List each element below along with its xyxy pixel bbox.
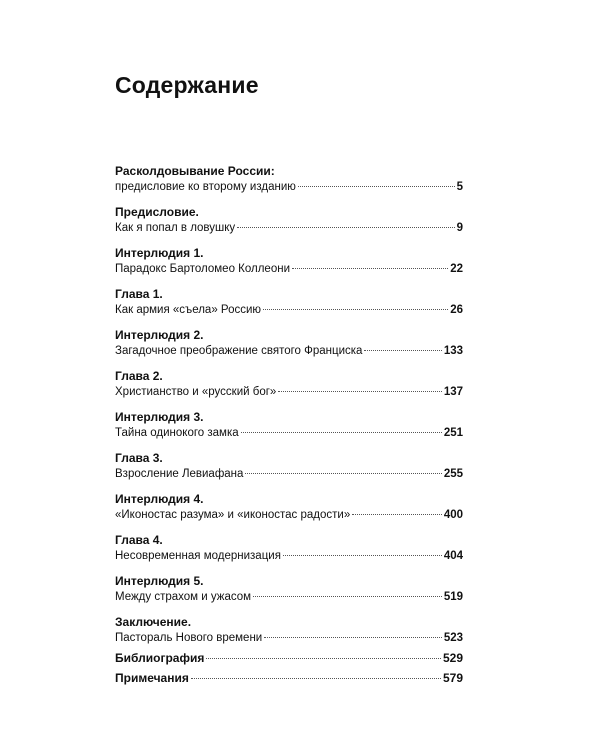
dot-leader (253, 596, 442, 597)
toc-entry[interactable] (115, 491, 463, 523)
toc-entry[interactable] (115, 245, 463, 277)
dot-leader (283, 555, 442, 556)
toc-entry-line (115, 670, 463, 686)
dot-leader (364, 350, 441, 351)
toc-page-number: 26 (450, 304, 463, 316)
toc-entry-line (115, 630, 463, 646)
toc-entry-heading: Интерлюдия 1. (115, 246, 204, 260)
toc-page-number: 133 (443, 345, 463, 357)
toc-page-number: 579 (442, 671, 463, 685)
toc-entry-line (115, 466, 463, 482)
toc-entry-title: Парадокс Бартоломео Коллеони (115, 263, 290, 275)
dot-leader (237, 227, 454, 228)
toc-entry-line (115, 589, 463, 605)
toc-entry[interactable] (115, 409, 463, 441)
toc-entry[interactable] (115, 450, 463, 482)
toc-entry-title: Тайна одинокого замка (115, 427, 239, 439)
toc-page-number: 22 (450, 263, 463, 275)
toc-entry[interactable] (115, 614, 463, 646)
toc-entry-notes[interactable] (115, 670, 463, 686)
toc-entry-heading: Расколдовывание России: (115, 164, 275, 178)
dot-leader (278, 391, 441, 392)
toc-entry-title: «Иконостас разума» и «иконостас радости» (115, 509, 351, 521)
toc-entry-heading: Предисловие. (115, 205, 199, 219)
toc-page-number: 9 (456, 222, 463, 234)
toc-entry-line (115, 343, 463, 359)
toc-entry-title: Загадочное преображение святого Франциска (115, 345, 363, 357)
toc-entry-heading: Глава 2. (115, 369, 163, 383)
toc-entry-line (115, 507, 463, 523)
toc-page-number: 529 (442, 651, 463, 665)
toc-entry-title: Как я попал в ловушку (115, 222, 236, 234)
toc-page-number: 251 (443, 427, 463, 439)
toc-entry[interactable] (115, 532, 463, 564)
toc-entry[interactable] (115, 163, 463, 195)
toc-page-number: 137 (443, 386, 463, 398)
toc-entry-title: Примечания (115, 671, 189, 685)
toc-entry-title: Пастораль Нового времени (115, 632, 263, 644)
table-of-contents (115, 163, 463, 690)
toc-page-number: 400 (443, 509, 463, 521)
toc-entry-title: предисловие ко второму изданию (115, 181, 296, 193)
toc-entry-heading: Интерлюдия 5. (115, 574, 204, 588)
toc-entry-line (115, 261, 463, 277)
toc-entry-heading: Глава 1. (115, 287, 163, 301)
toc-page-number: 5 (456, 181, 463, 193)
toc-entry-line (115, 650, 463, 666)
dot-leader (245, 473, 441, 474)
toc-entry-title: Несовременная модернизация (115, 550, 281, 562)
toc-entry-line (115, 179, 463, 195)
toc-entry-heading: Интерлюдия 4. (115, 492, 204, 506)
toc-entry-heading: Глава 4. (115, 533, 163, 547)
dot-leader (241, 432, 442, 433)
toc-entry-bibliography[interactable] (115, 650, 463, 666)
toc-page-number: 404 (443, 550, 463, 562)
toc-entry-line (115, 425, 463, 441)
toc-entry[interactable] (115, 368, 463, 400)
toc-entry[interactable] (115, 327, 463, 359)
page-title: Содержание (115, 72, 259, 98)
dot-leader (352, 514, 442, 515)
dot-leader (263, 309, 448, 310)
toc-entry-heading: Глава 3. (115, 451, 163, 465)
dot-leader (298, 186, 455, 187)
toc-entry-title: Христианство и «русский бог» (115, 386, 277, 398)
toc-page-number: 255 (443, 468, 463, 480)
toc-entry-line (115, 384, 463, 400)
toc-page-number: 519 (443, 591, 463, 603)
dot-leader (206, 658, 441, 659)
toc-entry-title: Как армия «съела» Россию (115, 304, 262, 316)
toc-entry-title: Между страхом и ужасом (115, 591, 252, 603)
toc-entry-heading: Интерлюдия 2. (115, 328, 204, 342)
toc-entry-line (115, 220, 463, 236)
toc-entry-heading: Интерлюдия 3. (115, 410, 204, 424)
dot-leader (264, 637, 442, 638)
toc-entry-line (115, 548, 463, 564)
toc-page-number: 523 (443, 632, 463, 644)
toc-entry-line (115, 302, 463, 318)
toc-entry-title: Библиография (115, 651, 205, 665)
toc-entry[interactable] (115, 286, 463, 318)
dot-leader (292, 268, 448, 269)
toc-entry-title: Взросление Левиафана (115, 468, 244, 480)
toc-entry[interactable] (115, 573, 463, 605)
toc-entry-heading: Заключение. (115, 615, 192, 629)
toc-entry[interactable] (115, 204, 463, 236)
dot-leader (191, 678, 441, 679)
